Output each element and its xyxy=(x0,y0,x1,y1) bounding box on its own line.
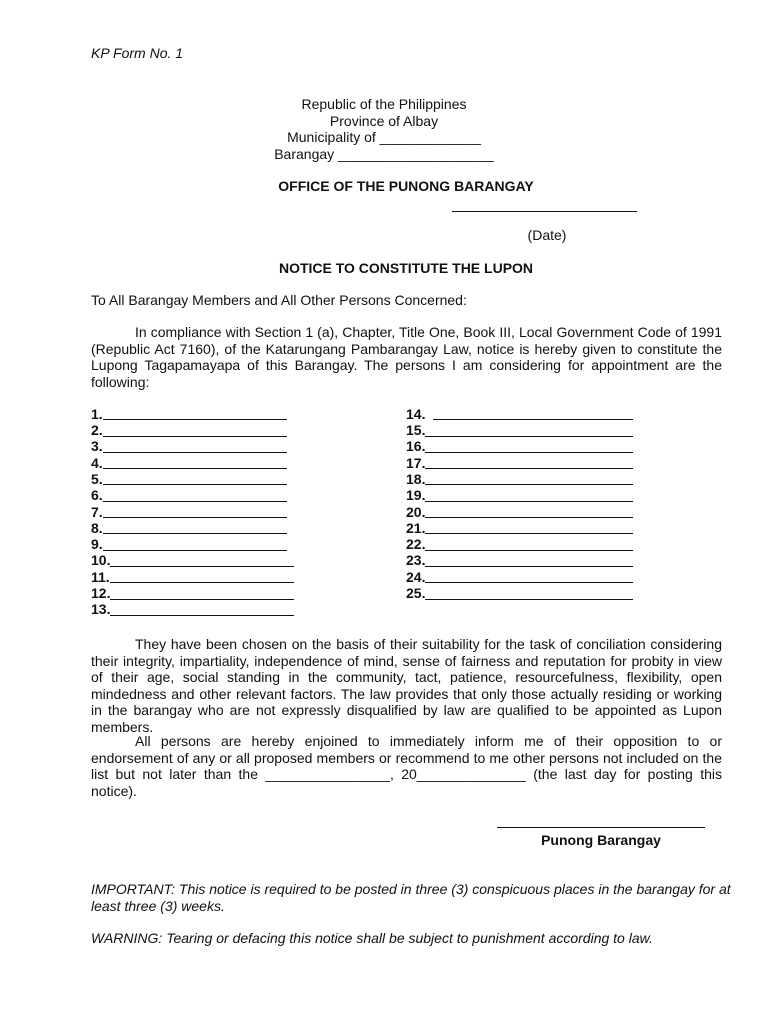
nominee-item xyxy=(91,553,294,569)
nominee-name-blank xyxy=(103,457,287,469)
nominee-number: 12. xyxy=(91,585,111,602)
nominee-number: 23. xyxy=(406,552,426,569)
nominee-item xyxy=(91,602,294,618)
nominee-item xyxy=(406,553,633,569)
nominee-number: 22. xyxy=(406,536,426,553)
header-barangay: Barangay ____________________ xyxy=(274,145,494,162)
date-line xyxy=(452,211,637,212)
nominee-name-blank xyxy=(425,425,633,437)
nominee-name-blank xyxy=(110,571,294,583)
nominee-number: 5. xyxy=(91,470,103,487)
signature-line xyxy=(497,827,705,828)
nominee-number: 19. xyxy=(406,487,426,504)
nominee-item xyxy=(91,487,294,503)
header-republic: Republic of the Philippines xyxy=(301,96,467,112)
nominee-number: 11. xyxy=(91,568,110,585)
nominee-name-blank xyxy=(103,441,287,453)
nominee-item xyxy=(91,536,294,552)
nominee-item xyxy=(406,536,633,552)
nominee-name-blank xyxy=(425,490,633,502)
nominee-item xyxy=(406,569,633,585)
nominee-item xyxy=(91,569,294,585)
nominee-number: 7. xyxy=(91,503,103,520)
nominee-name-blank xyxy=(103,506,287,518)
office-title: OFFICE OF THE PUNONG BARANGAY xyxy=(278,178,534,194)
nominee-number: 20. xyxy=(406,503,426,520)
nominee-item xyxy=(406,487,633,503)
nominee-name-blank xyxy=(425,441,633,453)
nominee-number: 3. xyxy=(91,438,103,455)
form-number: KP Form No. 1 xyxy=(91,45,184,61)
nominee-name-blank xyxy=(103,408,287,420)
nominee-list-left xyxy=(91,406,294,618)
nominee-number: 18. xyxy=(406,470,426,487)
nominee-number: 2. xyxy=(91,422,103,439)
nominee-number: 21. xyxy=(406,519,426,536)
paragraph-compliance: In compliance with Section 1 (a), Chapter, Title One, Book III, Local Government Code of 1991 (Republic Act 7160), of the Katarungang Pambarangay Law, notice is hereby given to constitute the Lupong Tagapamayapa of this Barangay. The persons I am considering for appointment are the following: xyxy=(91,324,722,390)
nominee-name-blank xyxy=(110,588,294,600)
nominee-name-blank xyxy=(425,555,633,567)
nominee-number: 1. xyxy=(91,405,103,422)
nominee-name-blank xyxy=(425,539,633,551)
nominee-number: 13. xyxy=(91,601,111,618)
nominee-name-blank xyxy=(103,473,287,485)
warning-note: WARNING: Tearing or defacing this notice shall be subject to punishment according to law. xyxy=(91,930,653,946)
nominee-item xyxy=(406,471,633,487)
nominee-number: 15. xyxy=(406,422,426,439)
paragraph-opposition: All persons are hereby enjoined to immediately inform me of their opposition to or endorsement of any or all proposed members or recommend to me other persons not included on the list but not later than the ________________, 20______________ (the last day for posting this notice). xyxy=(91,733,722,799)
nominee-number: 24. xyxy=(406,568,426,585)
date-label: (Date) xyxy=(527,227,567,243)
nominee-name-blank xyxy=(103,522,287,534)
nominee-item xyxy=(406,504,633,520)
important-note: IMPORTANT: This notice is required to be posted in three (3) conspicuous places in the barangay for at least three (3) weeks. xyxy=(91,881,731,914)
nominee-item xyxy=(406,439,633,455)
nominee-name-blank xyxy=(425,473,633,485)
nominee-name-blank xyxy=(433,408,633,420)
nominee-item xyxy=(406,585,633,601)
nominee-number: 14. xyxy=(406,405,430,422)
nominee-name-blank xyxy=(103,490,287,502)
nominee-item xyxy=(91,471,294,487)
nominee-name-blank xyxy=(103,425,287,437)
nominee-number: 17. xyxy=(406,454,426,471)
header-municipality: Municipality of _____________ xyxy=(287,129,481,145)
nominee-item xyxy=(91,439,294,455)
nominee-name-blank xyxy=(110,555,294,567)
nominee-name-blank xyxy=(425,522,633,534)
nominee-item xyxy=(91,520,294,536)
nominee-item xyxy=(91,406,294,422)
nominee-list-right xyxy=(406,406,633,602)
nominee-item xyxy=(406,422,633,438)
nominee-number: 16. xyxy=(406,438,426,455)
nominee-item xyxy=(91,585,294,601)
nominee-item xyxy=(91,422,294,438)
nominee-number: 10. xyxy=(91,552,111,569)
nominee-number: 8. xyxy=(91,519,103,536)
nominee-number: 6. xyxy=(91,487,103,504)
nominee-item xyxy=(406,520,633,536)
nominee-number: 25. xyxy=(406,585,426,602)
nominee-name-blank xyxy=(425,571,633,583)
nominee-item xyxy=(406,455,633,471)
signatory-label: Punong Barangay xyxy=(541,832,661,848)
nominee-name-blank xyxy=(425,457,633,469)
nominee-name-blank xyxy=(103,539,287,551)
nominee-item xyxy=(91,455,294,471)
nominee-number: 4. xyxy=(91,454,103,471)
salutation: To All Barangay Members and All Other Persons Concerned: xyxy=(91,292,467,308)
nominee-name-blank xyxy=(425,506,633,518)
nominee-number: 9. xyxy=(91,536,103,553)
nominee-name-blank xyxy=(425,588,633,600)
nominee-item xyxy=(406,406,633,422)
notice-title: NOTICE TO CONSTITUTE THE LUPON xyxy=(278,260,534,276)
header-province: Province of Albay xyxy=(329,112,439,129)
paragraph-selection-basis: They have been chosen on the basis of their suitability for the task of conciliation considering their integrity, impartiality, independence of mind, sense of fairness and reputation for probity in view of their age, social standing in the community, tact, patience, resourcefulness, flexibility, open mindedness and other relevant factors. The law provides that only those actually residing or working in the barangay who are not expressly disqualified by law are qualified to be appointed as Lupon members. xyxy=(91,636,722,735)
document-header xyxy=(0,96,768,162)
nominee-name-blank xyxy=(110,604,294,616)
nominee-item xyxy=(91,504,294,520)
